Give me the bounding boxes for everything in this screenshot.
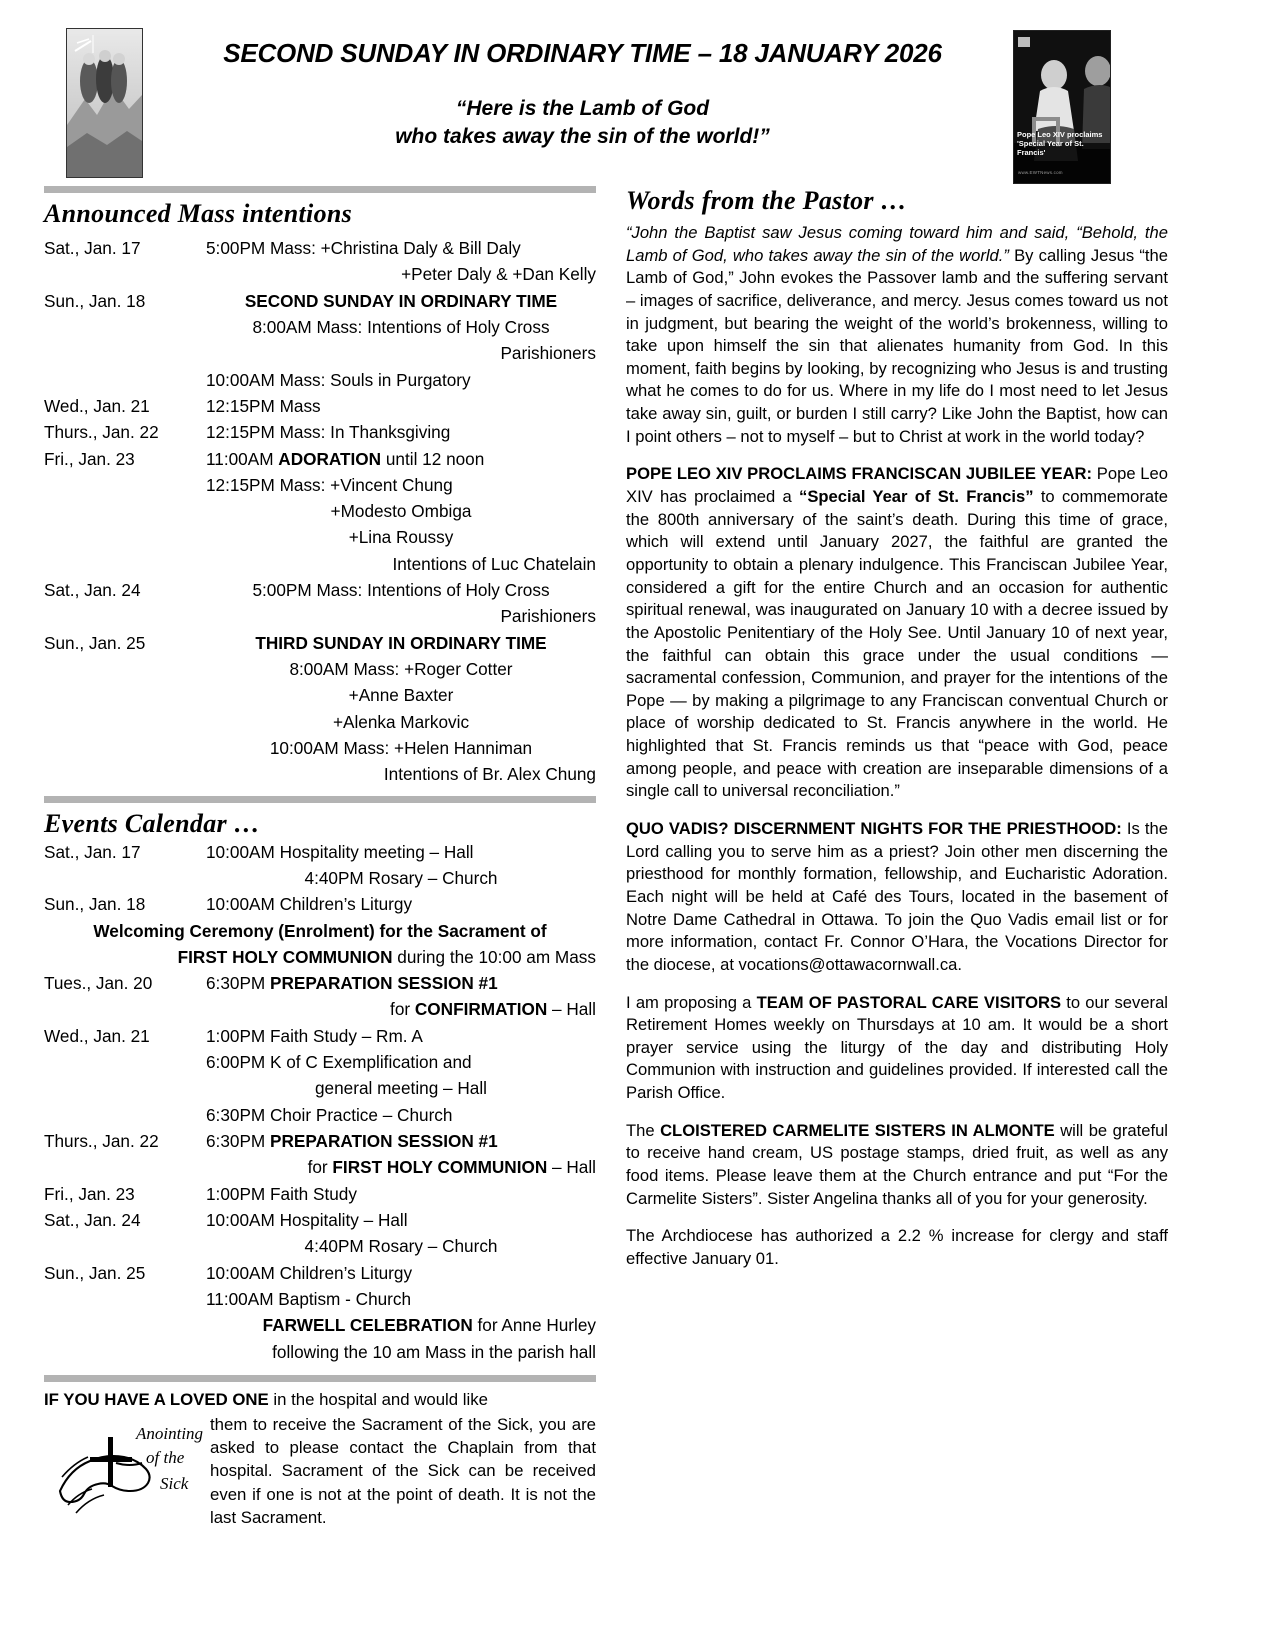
left-column	[44, 182, 596, 1529]
svg-text:Sick: Sick	[160, 1473, 189, 1493]
text-run: Pope Leo XIV has proclaimed a	[626, 464, 1168, 507]
schedule-row	[44, 761, 596, 787]
schedule-entry: 6:00PM K of C Exemplification and	[206, 1052, 472, 1073]
schedule-day-label: Wed., Jan. 21	[44, 1025, 150, 1046]
schedule-row	[44, 1339, 596, 1365]
svg-text:Anointing: Anointing	[136, 1423, 204, 1443]
schedule-entry: 10:00AM Mass: +Helen Hanniman	[269, 737, 533, 758]
schedule-entry: Intentions of Br. Alex Chung	[383, 764, 596, 785]
schedule-entry: FARWELL CELEBRATION for Anne Hurley	[262, 1315, 596, 1336]
schedule-row	[44, 1312, 596, 1338]
announcement-paragraph-carmelite-sisters	[626, 1120, 1168, 1211]
announcement-paragraph-franciscan-jubilee	[626, 463, 1168, 803]
anointing-lead-rest: in the hospital and would like	[268, 1389, 488, 1409]
schedule-entry: 10:00AM Hospitality – Hall	[206, 1209, 408, 1230]
schedule-row	[44, 735, 596, 761]
schedule-entry: 12:15PM Mass: In Thanksgiving	[206, 422, 451, 443]
schedule-row	[44, 1049, 596, 1075]
schedule-day-label: Sun., Jan. 18	[44, 290, 146, 311]
schedule-row	[44, 996, 596, 1022]
schedule-entry: Intentions of Luc Chatelain	[392, 553, 596, 574]
pope-leo-xiv-poster-image	[1013, 30, 1111, 184]
text-run: “Special Year of St. Francis”	[799, 487, 1034, 507]
announcement-paragraph-quo-vadis	[626, 818, 1168, 976]
schedule-row	[44, 472, 596, 498]
bulletin-header	[0, 0, 1275, 182]
page-title: SECOND SUNDAY IN ORDINARY TIME – 18 JANUARY 2026	[223, 38, 942, 68]
schedule-entry: 11:00AM ADORATION until 12 noon	[206, 448, 485, 469]
text-run: POPE LEO XIV PROCLAIMS FRANCISCAN JUBILEE YEAR:	[626, 464, 1093, 484]
schedule-entry: general meeting – Hall	[315, 1078, 487, 1099]
right-column	[612, 182, 1168, 1529]
schedule-day-label: Thurs., Jan. 22	[44, 1131, 159, 1151]
pastor-announcements	[626, 222, 1168, 1271]
gospel-verse	[160, 95, 1005, 150]
schedule-row	[44, 367, 596, 393]
text-run: Is the Lord calling you to serve him as a priest? Join other men discerning the priesthood for monthly formation, fellowship, and Eucharistic Adoration. Each night will be held at Café des Tours, located in the basement of Notre Dame Cathedral in Ottawa. To join the Quo Vadis email list or for more information, contact Fr. Connor O’Hara, the Vocations Director for the diocese, at vocations@ottawacornwall.ca.	[626, 819, 1168, 974]
schedule-entry: SECOND SUNDAY IN ORDINARY TIME	[244, 290, 558, 311]
schedule-day-label: Sun., Jan. 25	[44, 632, 146, 653]
schedule-row	[44, 709, 596, 735]
bulletin-body	[0, 182, 1275, 1529]
mass-intentions-list	[44, 235, 596, 788]
schedule-row	[44, 340, 596, 366]
poster-credit: www.EWTNews.com	[1018, 170, 1063, 175]
schedule-row	[44, 970, 596, 996]
schedule-row	[44, 1207, 596, 1233]
announcement-paragraph-reflection	[626, 222, 1168, 448]
text-run: By calling Jesus “the Lamb of God,” John evokes the Passover lamb and the suffering servant – images of sacrifice, deliverance, and mercy. Jesus comes toward us not in judgment, but bearing the weight of the world’s brokenness, willing to take upon himself the sin that alienates humanity from God. In this moment, faith begins by looking, by recognizing who Jesus is and trusting what he comes to do for us. Where in my life do I most need to let Jesus take away sin, guilt, or burden I still carry? Like John the Baptist, how can I point others – not to myself – but to Christ at work in the world today?	[626, 245, 1168, 446]
schedule-entry: 8:00AM Mass: +Roger Cotter	[289, 659, 513, 679]
text-run: to commemorate the 800th anniversary of the saint’s death. During this time of grace, which will extend until January 2027, the faithful are granted the opportunity to obtain a plenary indulgence. This Franciscan Jubilee Year, considered a gift for the entire Church and an occasion for authentic spiritual renewal, was inaugurated on January 10 with a decree issued by the Apostolic Penitentiary of the Holy See. Until January 10 of next year, the faithful can obtain this grace under the usual conditions — sacramental confession, Communion, and prayer for the intentions of the Pope — by making a pilgrimage to any Franciscan conventual Church or place of worship dedicated to St. Francis anywhere in the world. He highlighted that St. Francis reminds us that “peace with God, peace among people, and peace with creation are inseparable dimensions of a single call to universal reconciliation.”	[626, 487, 1168, 801]
text-run: The Archdiocese has authorized a 2.2 % increase for clergy and staff effective January 01.	[626, 1226, 1168, 1268]
schedule-entry: +Modesto Ombiga	[330, 501, 472, 522]
baptism-of-jesus-image	[66, 28, 143, 178]
schedule-row	[44, 1128, 596, 1154]
schedule-row	[44, 261, 596, 287]
schedule-entry: 1:00PM Faith Study	[206, 1183, 357, 1204]
events-calendar-list	[44, 839, 596, 1365]
schedule-day-label: Tues., Jan. 20	[44, 973, 153, 994]
text-run: to our several Retirement Homes weekly on Thursdays at 10 am. It would be a short prayer service using the liturgy of the day and distributing Holy Communion with instruction and guidelines provided. If interested call the Parish Office.	[626, 992, 1168, 1103]
schedule-row	[44, 314, 596, 340]
text-run: will be grateful to receive hand cream, US postage stamps, dried fruit, as well as any food items. Please leave them at the Church entrance and put “For the Carmelite Sisters”. Sister Angelina thanks all of you for your generosity.	[626, 1120, 1168, 1208]
schedule-row	[44, 603, 596, 629]
schedule-row	[44, 551, 596, 577]
schedule-day-label: Sat., Jan. 17	[44, 841, 141, 862]
schedule-entry: 4:40PM Rosary – Church	[304, 867, 498, 888]
schedule-day-label: Wed., Jan. 21	[44, 395, 150, 416]
schedule-entry: 10:00AM Mass: Souls in Purgatory	[206, 369, 471, 390]
schedule-entry: following the 10 am Mass in the parish hall	[272, 1341, 596, 1362]
schedule-row	[44, 944, 596, 970]
schedule-entry: FIRST HOLY COMMUNION during the 10:00 am Mass	[177, 946, 596, 967]
anointing-of-the-sick-icon	[54, 1413, 204, 1525]
section-divider-mass	[44, 186, 596, 193]
anointing-body-flow	[44, 1413, 596, 1529]
schedule-entry: 1:00PM Faith Study – Rm. A	[206, 1025, 423, 1046]
words-from-pastor-heading: Words from the Pastor …	[626, 186, 907, 215]
schedule-entry: 6:30PM PREPARATION SESSION #1	[206, 1131, 498, 1151]
text-run: TEAM OF PASTORAL CARE VISITORS	[756, 992, 1062, 1012]
schedule-day-label: Fri., Jan. 23	[44, 1183, 135, 1204]
schedule-entry: THIRD SUNDAY IN ORDINARY TIME	[255, 632, 547, 653]
schedule-day-label: Sat., Jan. 24	[44, 1209, 141, 1230]
schedule-row	[44, 1233, 596, 1259]
schedule-day-label: Sun., Jan. 18	[44, 894, 146, 915]
schedule-day-label: Sun., Jan. 25	[44, 1262, 146, 1283]
section-divider-anointing	[44, 1375, 596, 1382]
schedule-entry: 10:00AM Hospitality meeting – Hall	[206, 841, 474, 862]
text-run: I am proposing a	[626, 992, 757, 1012]
section-divider-events	[44, 796, 596, 803]
schedule-entry: for FIRST HOLY COMMUNION – Hall	[307, 1157, 596, 1178]
schedule-row	[44, 891, 596, 917]
text-run: QUO VADIS? DISCERNMENT NIGHTS FOR THE PRIESTHOOD:	[626, 819, 1122, 839]
schedule-row	[44, 1260, 596, 1286]
anointing-of-the-sick-notice	[44, 1388, 596, 1529]
schedule-row	[44, 682, 596, 708]
schedule-entry: 12:15PM Mass: +Vincent Chung	[206, 474, 453, 495]
schedule-row	[44, 1154, 596, 1180]
schedule-row	[44, 524, 596, 550]
announcement-paragraph-archdiocese-increase	[626, 1225, 1168, 1270]
poster-caption: Pope Leo XIV proclaims 'Special Year of St. Francis'	[1017, 129, 1103, 157]
schedule-entry: 10:00AM Children’s Liturgy	[206, 894, 413, 915]
announcement-paragraph-pastoral-care	[626, 992, 1168, 1105]
schedule-day-label: Sat., Jan. 24	[44, 580, 141, 601]
schedule-row	[44, 918, 596, 944]
schedule-entry: 4:40PM Rosary – Church	[304, 1236, 498, 1257]
schedule-entry: Welcoming Ceremony (Enrolment) for the Sacrament of	[93, 920, 547, 941]
schedule-entry: +Peter Daly & +Dan Kelly	[401, 264, 596, 285]
schedule-row	[44, 630, 596, 656]
schedule-day-label: Sat., Jan. 17	[44, 238, 141, 258]
schedule-entry: +Anne Baxter	[348, 685, 454, 706]
events-calendar-heading: Events Calendar …	[44, 808, 261, 838]
schedule-entry: 12:15PM Mass	[206, 395, 321, 416]
schedule-row	[44, 656, 596, 682]
schedule-row	[44, 1181, 596, 1207]
schedule-entry: +Lina Roussy	[348, 527, 454, 548]
schedule-row	[44, 577, 596, 603]
schedule-row	[44, 419, 596, 445]
text-run: The	[626, 1120, 661, 1140]
schedule-row	[44, 288, 596, 314]
schedule-row	[44, 839, 596, 865]
anointing-body-text: them to receive the Sacrament of the Sick, you are asked to please contact the Chaplain from that hospital. Sacrament of the Sick can be received even if one is not at the point of death. It is not the last Sacrament.	[210, 1414, 596, 1527]
schedule-row	[44, 865, 596, 891]
schedule-entry: 5:00PM Mass: +Christina Daly & Bill Daly	[206, 238, 521, 258]
schedule-entry: 8:00AM Mass: Intentions of Holy Cross	[252, 316, 550, 337]
schedule-row	[44, 1286, 596, 1312]
schedule-row	[44, 393, 596, 419]
schedule-entry: for CONFIRMATION – Hall	[390, 999, 596, 1020]
schedule-entry: Parishioners	[500, 606, 596, 627]
schedule-row	[44, 498, 596, 524]
schedule-entry: 11:00AM Baptism - Church	[206, 1288, 412, 1309]
anointing-lead-line	[44, 1388, 596, 1411]
gospel-verse-line-1: “Here is the Lamb of God	[455, 97, 710, 120]
anointing-lead-bold: IF YOU HAVE A LOVED ONE	[44, 1389, 269, 1409]
schedule-row	[44, 1102, 596, 1128]
schedule-entry: 10:00AM Children’s Liturgy	[206, 1262, 413, 1283]
schedule-entry: 6:30PM Choir Practice – Church	[206, 1104, 453, 1125]
text-run: “John the Baptist saw Jesus coming toward him and said, “Behold, the Lamb of God, who takes away the sin of the world.”	[626, 223, 1168, 265]
mass-intentions-heading: Announced Mass intentions	[44, 199, 353, 228]
schedule-row	[44, 1075, 596, 1101]
schedule-day-label: Thurs., Jan. 22	[44, 422, 159, 443]
gospel-verse-line-2: who takes away the sin of the world!”	[395, 124, 770, 148]
schedule-entry: Parishioners	[500, 343, 596, 364]
schedule-row	[44, 446, 596, 472]
schedule-entry: 6:30PM PREPARATION SESSION #1	[206, 973, 498, 994]
svg-text:of the: of the	[146, 1447, 185, 1467]
schedule-day-label: Fri., Jan. 23	[44, 448, 135, 469]
schedule-row	[44, 235, 596, 261]
header-text-block	[160, 38, 1005, 150]
schedule-entry: +Alenka Markovic	[332, 711, 470, 732]
text-run: CLOISTERED CARMELITE SISTERS IN ALMONTE	[660, 1120, 1055, 1140]
schedule-entry: 5:00PM Mass: Intentions of Holy Cross	[252, 580, 550, 601]
schedule-row	[44, 1023, 596, 1049]
